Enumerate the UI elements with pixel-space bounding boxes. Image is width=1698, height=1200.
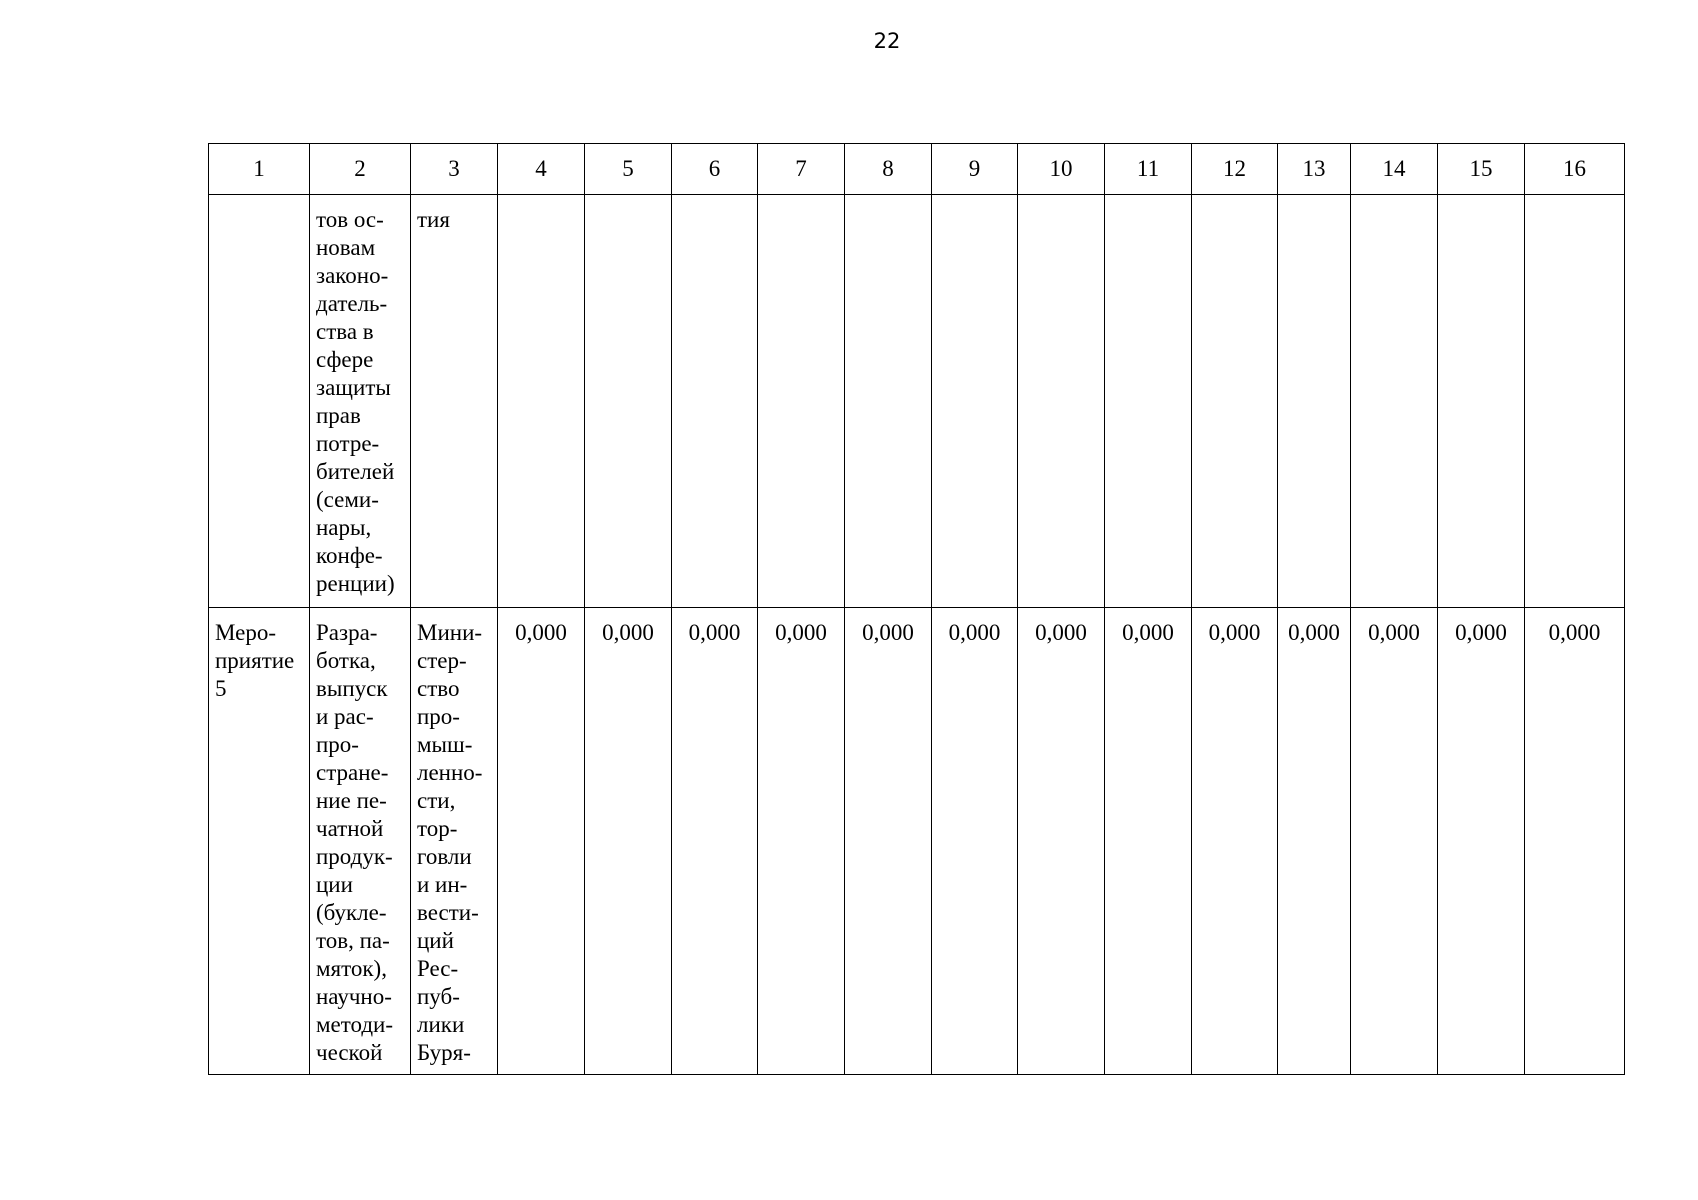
value-cell: 0,000 <box>1035 620 1087 645</box>
event-description: Разра- ботка, выпуск и рас- про- стране- ние пе- чатной продук- ции (букле- тов, па- мяток), научно- методи- ческой <box>316 620 394 1065</box>
value-cell: 0,000 <box>948 620 1001 645</box>
table-cell <box>932 195 1018 608</box>
table-cell <box>845 608 932 1075</box>
header-cell: 3 <box>411 144 498 195</box>
table-cell <box>209 195 310 608</box>
table-cell <box>932 608 1018 1075</box>
table-cell <box>310 608 411 1075</box>
table-cell <box>1525 195 1625 608</box>
event-label <box>209 195 309 206</box>
header-cell: 11 <box>1105 144 1192 195</box>
value-cell: 0,000 <box>1288 620 1340 645</box>
value-cell: 0,000 <box>1208 620 1261 645</box>
table-cell <box>758 195 845 608</box>
header-cell: 13 <box>1278 144 1351 195</box>
event-label: Меро- приятие 5 <box>215 620 295 701</box>
table-header-row <box>209 144 1625 195</box>
value-cell: 0,000 <box>1122 620 1174 645</box>
table-cell <box>1105 195 1192 608</box>
table-row-continuation <box>209 195 1625 608</box>
table-cell <box>1438 608 1525 1075</box>
header-cell: 1 <box>209 144 310 195</box>
table-cell <box>1351 195 1438 608</box>
value-cell: 0,000 <box>1455 620 1507 645</box>
table-cell <box>411 608 498 1075</box>
header-cell: 16 <box>1525 144 1625 195</box>
table-cell <box>1438 195 1525 608</box>
header-cell: 12 <box>1192 144 1278 195</box>
table-cell <box>585 608 672 1075</box>
header-cell: 2 <box>310 144 411 195</box>
table-cell <box>1105 608 1192 1075</box>
header-cell: 10 <box>1018 144 1105 195</box>
table-cell <box>585 195 672 608</box>
table-cell <box>209 608 310 1075</box>
header-cell: 14 <box>1351 144 1438 195</box>
value-cell: 0,000 <box>602 620 654 645</box>
header-cell: 15 <box>1438 144 1525 195</box>
table-cell <box>1351 608 1438 1075</box>
value-cell: 0,000 <box>515 620 567 645</box>
header-cell: 6 <box>672 144 758 195</box>
table-cell <box>1278 608 1351 1075</box>
header-cell: 4 <box>498 144 585 195</box>
header-cell: 9 <box>932 144 1018 195</box>
value-cell: 0,000 <box>775 620 827 645</box>
table-cell <box>672 608 758 1075</box>
table-cell <box>1018 608 1105 1075</box>
table-cell <box>411 195 498 608</box>
value-cell: 0,000 <box>688 620 741 645</box>
table-cell <box>310 195 411 608</box>
header-cell: 8 <box>845 144 932 195</box>
page-number: 22 <box>873 29 901 53</box>
header-cell: 5 <box>585 144 672 195</box>
table-cell <box>498 608 585 1075</box>
table-cell <box>672 195 758 608</box>
value-cell: 0,000 <box>1368 620 1420 645</box>
table-row-event-5 <box>209 608 1625 1075</box>
value-cell: 0,000 <box>1548 620 1601 645</box>
table-cell <box>758 608 845 1075</box>
header-cell: 7 <box>758 144 845 195</box>
table-cell <box>1192 608 1278 1075</box>
table-cell <box>1018 195 1105 608</box>
table-cell <box>498 195 585 608</box>
table-cell <box>1525 608 1625 1075</box>
table-cell <box>1278 195 1351 608</box>
value-cell: 0,000 <box>862 620 914 645</box>
responsible-party: Мини- стер- ство про- мыш- ленно- сти, тор- говли и ин- вести- ций Рес- пуб- лики Буря- <box>417 620 483 1065</box>
event-description: тов ос- новам законо- датель- ства в сфере защиты прав потре- бителей (семи- нары, конфе- ренции) <box>316 207 395 596</box>
table-cell <box>1192 195 1278 608</box>
responsible-party: тия <box>417 207 450 232</box>
budget-table <box>208 143 1625 1075</box>
table-cell <box>845 195 932 608</box>
